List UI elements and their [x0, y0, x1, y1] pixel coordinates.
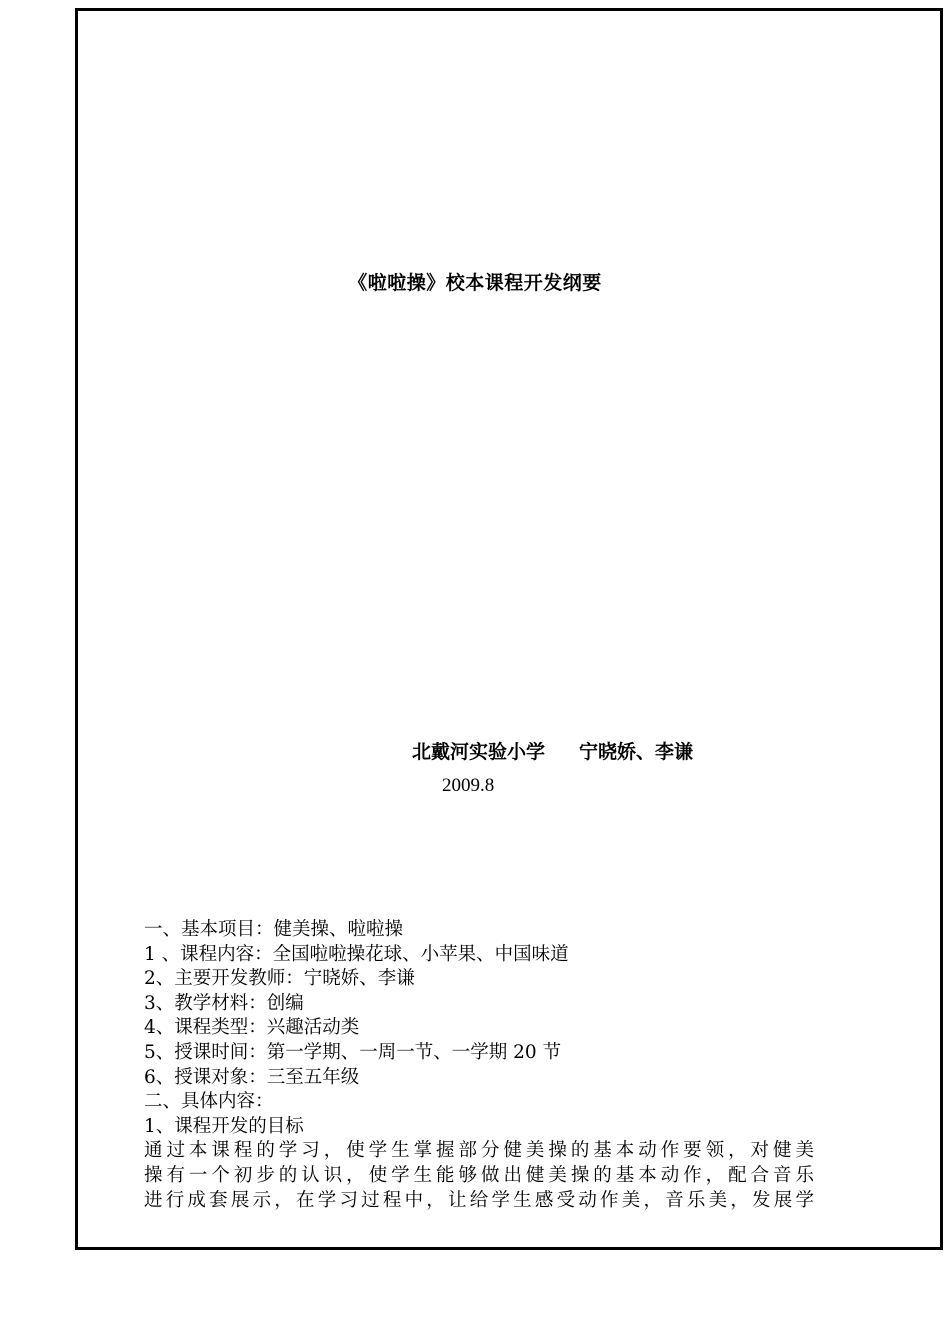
paragraph-line: 操有一个初步的认识，使学生能够做出健美操的基本动作，配合音乐 — [144, 1164, 814, 1186]
teaching-materials-item: 3、教学材料：创编 — [144, 992, 304, 1014]
basic-project-heading: 一、基本项目：健美操、啦啦操 — [144, 919, 404, 940]
school-name: 北戴河实验小学 — [412, 741, 546, 763]
document-body — [144, 918, 814, 1213]
course-type-item: 4、课程类型：兴趣活动类 — [144, 1017, 360, 1039]
main-teachers-item: 2、主要开发教师：宁晓娇、李谦 — [144, 968, 415, 990]
author-names: 宁晓娇、李谦 — [579, 741, 694, 763]
course-goal-subheading: 1、课程开发的目标 — [144, 1115, 304, 1137]
author-line — [412, 737, 693, 764]
teaching-time-item: 5、授课时间：第一学期、一周一节、一学期 20 节 — [144, 1041, 562, 1063]
paragraph-line: 进行成套展示，在学习过程中，让给学生感受动作美，音乐美，发展学 — [144, 1189, 814, 1211]
course-content-item: 1 、课程内容：全国啦啦操花球、小苹果、中国味道 — [144, 943, 569, 965]
teaching-target-item: 6、授课对象：三至五年级 — [144, 1066, 360, 1088]
document-date: 2009.8 — [442, 775, 495, 796]
paragraph-line: 通过本课程的学习，使学生掌握部分健美操的基本动作要领，对健美 — [144, 1140, 814, 1162]
specific-content-heading: 二、具体内容： — [144, 1091, 274, 1113]
document-title: 《啦啦操》校本课程开发纲要 — [348, 272, 602, 294]
